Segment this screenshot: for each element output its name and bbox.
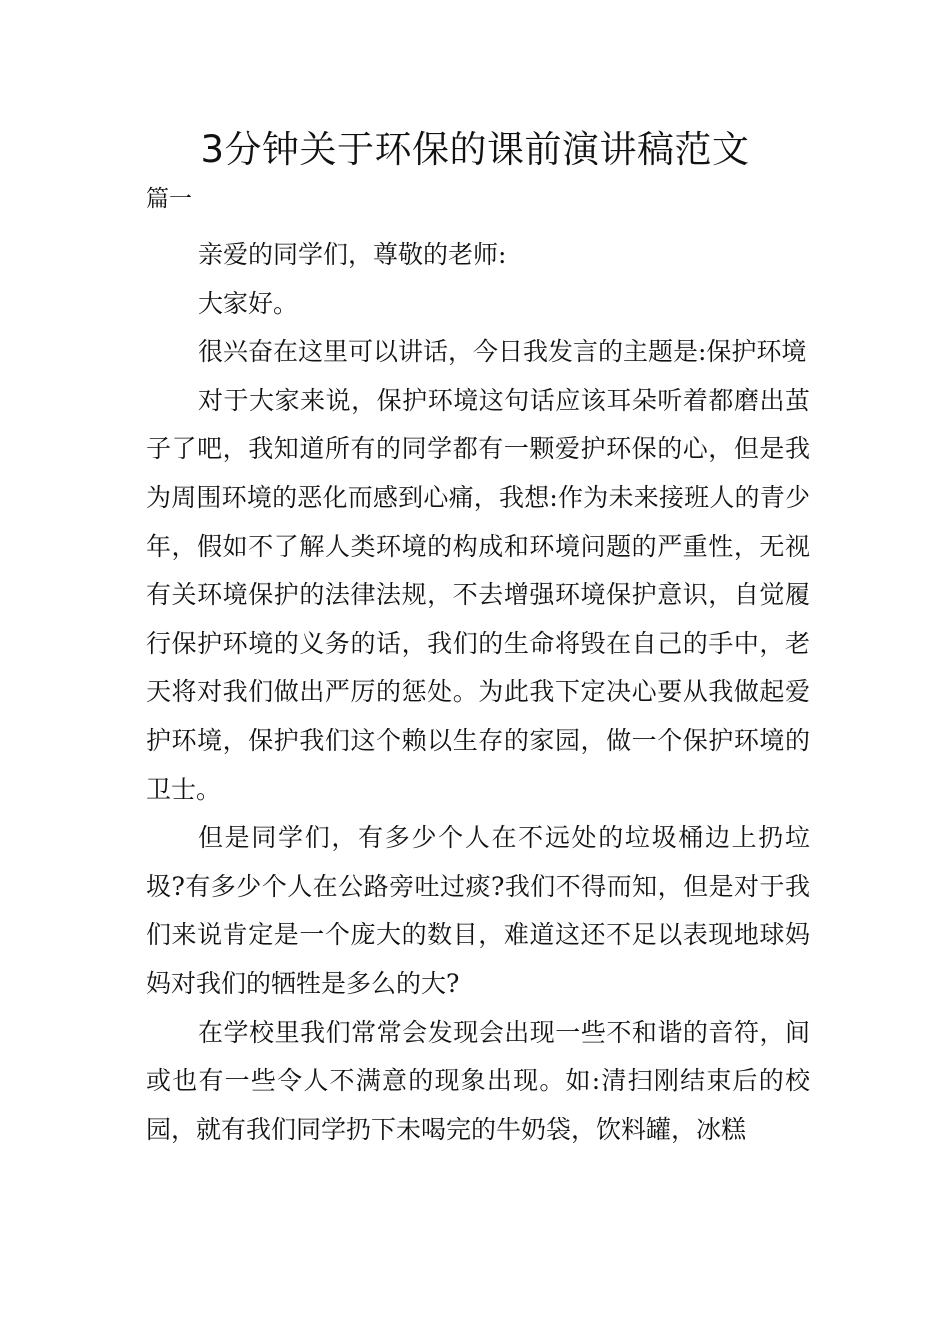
- section-label: 篇一: [146, 186, 192, 212]
- paragraph-greeting: 亲爱的同学们，尊敬的老师:: [198, 240, 507, 269]
- paragraph-hello: 大家好。: [198, 288, 299, 318]
- paragraph-body-1: 对于大家来说，保护环境这句话应该耳朵听着都磨出茧子了吧，我知道所有的同学都有一颗爱护环保的心，但是我为周围环境的恶化而感到心痛，我想:作为未来接班人的青少年，假如不了解人类环境的构成和环境问题的严重性，无视有关环境保护的法律法规，不去增强环境保护意识，自觉履行保护环境的义务的话，我们的生命将毁在自己的手中，老天将对我们做出严厉的惩处。为此我下定决心要从我做起爱护环境，保护我们这个赖以生存的家园，做一个保护环境的卫士。: [146, 385, 810, 804]
- paragraph-body-2: 但是同学们，有多少个人在不远处的垃圾桶边上扔垃圾?有多少个人在公路旁吐过痰?我们不得而知，但是对于我们来说肯定是一个庞大的数目，难道这还不足以表现地球妈妈对我们的牺牲是多么的大?: [146, 823, 810, 998]
- paragraph-topic: 很兴奋在这里可以讲话，今日我发言的主题是:保护环境: [198, 337, 807, 367]
- document-body: [146, 231, 810, 1154]
- paragraph-body-3: 在学校里我们常常会发现会出现一些不和谐的音符，间或也有一些令人不满意的现象出现。如:清扫刚结束后的校园，就有我们同学扔下未喝完的牛奶袋，饮料罐，冰糕: [146, 1017, 810, 1144]
- document-title: 3分钟关于环保的课前演讲稿范文: [200, 128, 750, 171]
